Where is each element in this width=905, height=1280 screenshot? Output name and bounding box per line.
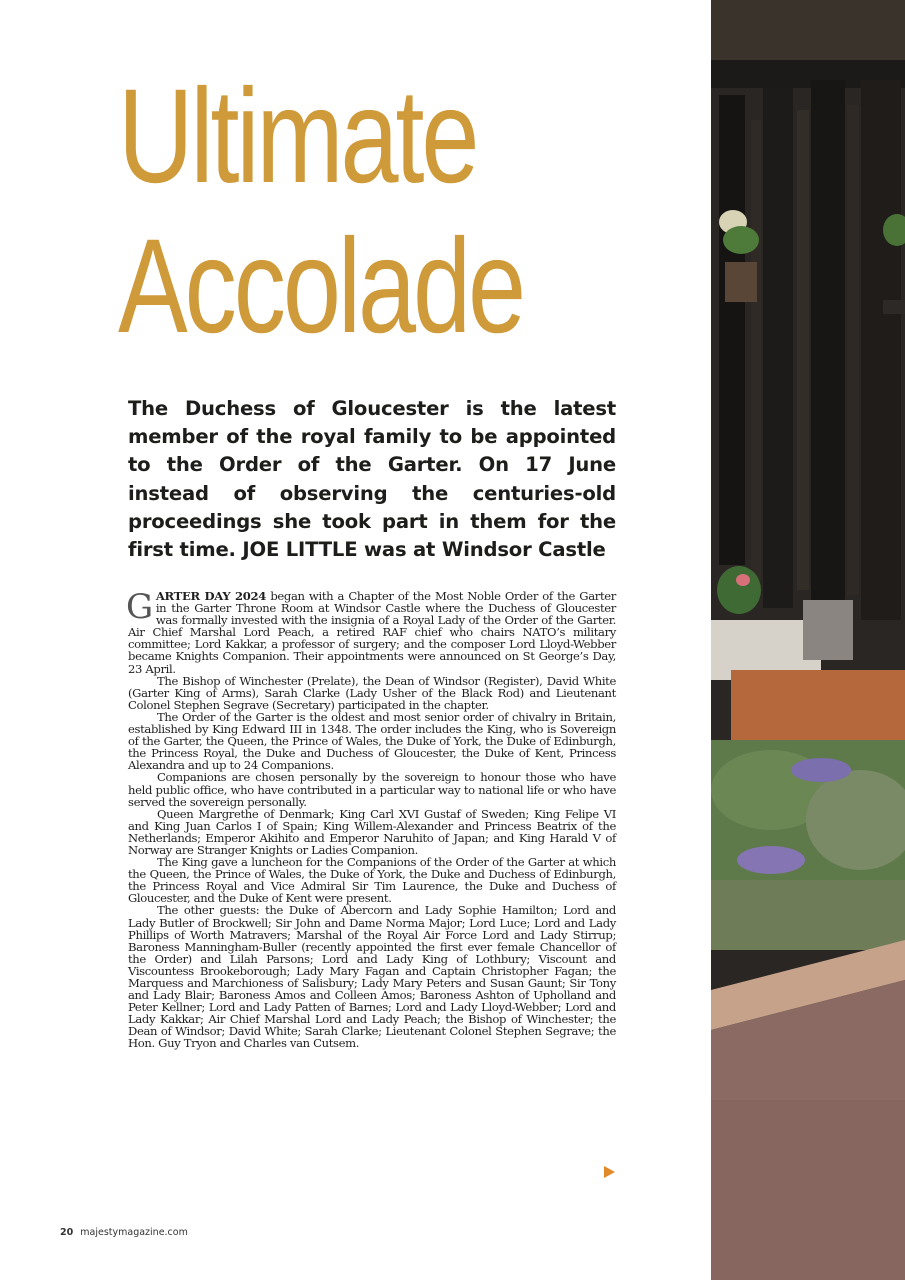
- article-paragraph-7: The other guests: the Duke of Abercorn and Lady Sophie Hamilton; Lord and Lady Butler of Brockwell; Sir John and Dame Norma Major; Lord Luce; Lord and Lady Phillips of Worth Matravers; Marshal of the Royal Air Force Lord and Lady Stirrup; Baroness Manningham-Buller (recently appointed the first ever female Chancellor of the Order) and Lilah Parsons; Lord and Lady King of Lothbury; Viscount and Viscountess Brookeborough; Lady Mary Fagan and Captain Christopher Fagan; the Marquess and Marchioness of Salisbury; Lady Mary Peters and Susan Gaunt; Sir Tony and Lady Blair; Baroness Amos and Colleen Amos; Baroness Ashton of Upholland and Peter Kellner; Lord and Lady Patten of Barnes; Lord and Lady Lloyd-Webber; Lord and Lady Kakkar; Air Chief Marshal Lord and Lady Peach; the Bishop of Winchester; the Dean of Windsor; David White; Sarah Clarke; Lieutenant Colonel Stephen Segrave; the Hon. Guy Tryon and Charles van Cutsem.: [128, 903, 616, 1051]
- lead-in: ARTER DAY 2024: [155, 589, 267, 603]
- page-footer: [60, 1227, 188, 1238]
- page-number: 20: [60, 1227, 74, 1238]
- article-body: [126, 587, 616, 1051]
- website-url: majestymagazine.com: [80, 1227, 188, 1238]
- standfirst-text: The Duchess of Gloucester is the latest member of the royal family to be appointed to the Order of the Garter. On 17 June instead of observing the centuries-old proceedings she took part in them for the first time.: [128, 397, 616, 562]
- standfirst: [128, 395, 616, 564]
- article-paragraph-5: Queen Margrethe of Denmark; King Carl XVI Gustaf of Sweden; King Felipe VI and King Juan Carlos I of Spain; King Willem-Alexander and Princess Beatrix of the Netherlands; Emperor Akihito and Emperor Naruhito of Japan; and King Harald V of Norway are Stranger Knights or Ladies Companion.: [128, 806, 616, 857]
- headline-line-1: Ultimate: [118, 62, 477, 211]
- byline: JOE LITTLE was at Windsor Castle: [242, 538, 606, 562]
- article-paragraph-2: The Bishop of Winchester (Prelate), the Dean of Windsor (Register), David White (Garter King of Arms), Sarah Clarke (Lady Usher of the Black Rod) and Lieutenant Colonel Stephen Segrave (Secretary) participated in the chapter.: [128, 673, 616, 712]
- headline-line-2: Accolade: [118, 212, 524, 361]
- headline: [118, 62, 524, 362]
- article-paragraph-6: The King gave a luncheon for the Companions of the Order of the Garter at which the Queen, the Prince of Wales, the Duke of York, the Duke and Duchess of Edinburgh, the Princess Royal and Vice Admiral Sir Tim Laurence, the Duke and Duchess of Gloucester, and the Duke of Kent were present.: [128, 855, 616, 906]
- drop-cap: G: [126, 587, 153, 627]
- article-paragraph-1: [126, 587, 616, 676]
- continue-arrow-icon: [604, 1166, 615, 1178]
- article-paragraph-3: The Order of the Garter is the oldest and most senior order of chivalry in Britain, established by King Edward III in 1348. The order includes the King, who is Sovereign of the Garter, the Queen, the Prince of Wales, the Duke of York, the Duke of Edinburgh, the Princess Royal, the Duke and Duchess of Gloucester, the Duke of Kent, Princess Alexandra and up to 24 Companions.: [128, 709, 616, 773]
- article-paragraph-4: Companions are chosen personally by the sovereign to honour those who have held public office, who have contributed in a particular way to national life or who have served the sovereign personally.: [128, 770, 616, 809]
- paragraph-1-text: began with a Chapter of the Most Noble Order of the Garter in the Garter Throne Room at Windsor Castle where the Duchess of Gloucester was formally invested with the insignia of a Royal Lady of the Order of the Garter. Air Chief Marshal Lord Peach, a retired RAF chief who chairs NATO’s military committee; Lord Kakkar, a professor of surgery; and the composer Lord Lloyd-Webber became Knights Companion. Their appointments were announced on St George’s Day, 23 April.: [128, 589, 616, 676]
- photo-timbered-building: [711, 0, 905, 1280]
